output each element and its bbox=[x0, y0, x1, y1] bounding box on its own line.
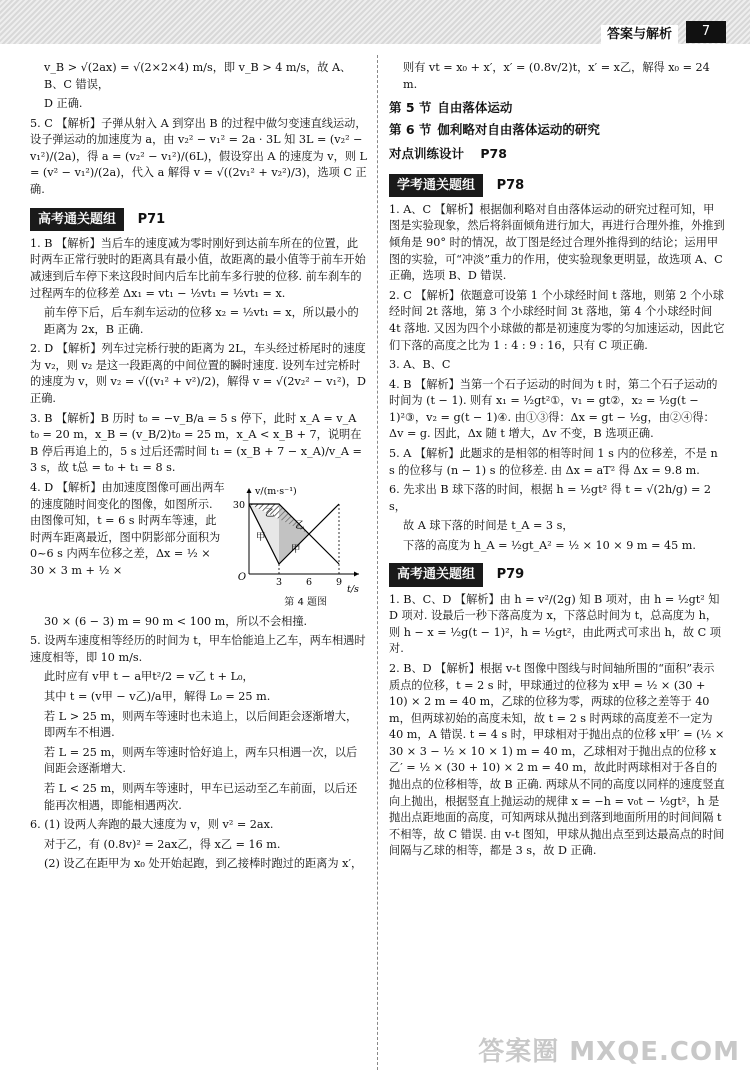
paragraph: (2) 设乙在距甲为 x₀ 处开始起跑，到乙接棒时跑过的距离为 x′， bbox=[44, 857, 363, 871]
subsection-page: P78 bbox=[480, 146, 507, 162]
answer-5b: 5. 设两车速度相等经历的时间为 t，甲车恰能追上乙车，两车相遇时速度相等，即 10 m/s. bbox=[30, 634, 366, 664]
paragraph: 此时应有 v甲 t − a甲t²/2 = v乙 t + L₀， bbox=[44, 670, 254, 684]
paragraph: 若 L > 25 m，则两车等速时也未追上，以后间距会逐渐增大，即两车不相遇. bbox=[44, 709, 358, 740]
section-title: 自由落体运动 bbox=[437, 100, 513, 116]
answer-4: 4. B 【解析】当第一个石子运动的时间为 t 时，第二个石子运动的时间为 (t − 1). 则有 x₁ = ½gt²①，v₁ = gt②，x₂ = ½g(t − 1)²③，v₂ = g(t − 1)④. 由①③得：Δx = gt − ½g，由②④得：Δv = g. 因此，Δx 随 t 增大，Δv 不变，B 选项正确. bbox=[389, 377, 718, 441]
x-tick-label: 3 bbox=[275, 576, 283, 588]
section-title: 伽利略对自由落体运动的研究 bbox=[437, 121, 600, 137]
paragraph: D 正确. bbox=[44, 97, 83, 111]
banner-label: 学考通关题组 bbox=[389, 174, 483, 197]
page-number: 7 bbox=[686, 21, 726, 43]
subsection-title: 对点训练设计 bbox=[389, 146, 465, 162]
banner-page: P71 bbox=[137, 211, 166, 227]
paragraph: 故 A 球下落的时间是 t_A = 3 s， bbox=[403, 519, 574, 533]
section-number: 第 5 节 bbox=[389, 100, 432, 116]
origin-label: O bbox=[237, 571, 247, 583]
x-axis-label: t/s bbox=[347, 583, 359, 595]
banner-label: 高考通关题组 bbox=[389, 563, 483, 586]
answer-2: 2. C 【解析】依题意可设第 1 个小球经时间 t 落地，则第 2 个小球经时间 2t 落地，第 3 个小球经时间 3t 落地，第 4 个小球经时间 4t 落地. 又因为四个小球做的都是初速度为零的匀加速运动，因此它们下落的高度之比为 1 : 4 : 9 : 16，只有 C 项正确. bbox=[389, 288, 725, 352]
banner-page: P78 bbox=[496, 177, 525, 193]
x-axis-arrow bbox=[354, 571, 359, 576]
paragraph: 若 L = 25 m，则两车等速时恰好追上，两车只相遇一次，以后间距会逐渐增大. bbox=[44, 745, 358, 776]
answer-2: 2. D 【解析】列车过完桥行驶的距离为 2L，车头经过桥尾时的速度为 v₂，则 v₂ 是这一段距离的中间位置的瞬时速度. 设列车过完桥时的速度为 v，则 v₂ = √((v₁² + v²)/2)，解得 v = √(2v₂² − v₁²)，D 正确. bbox=[30, 342, 367, 406]
answer-5: 5. A 【解析】此题求的是相邻的相等时间 1 s 内的位移差，不是 n s 的位移与 (n − 1) s 的位移差. 由 Δx = aT² 得 Δx = 9.8 m. bbox=[389, 446, 718, 477]
page-header bbox=[0, 0, 750, 44]
paragraph: 则有 vt = x₀ + x′，x′ = (0.8v/2)t，x′ = x乙，解得 x₀ = 24 m. bbox=[403, 61, 710, 91]
figure-caption: 第 4 题图 bbox=[284, 596, 327, 608]
velocity-time-figure bbox=[225, 480, 367, 598]
y-axis-label: v/(m·s⁻¹) bbox=[255, 485, 297, 497]
label-jia: 甲 bbox=[256, 531, 266, 543]
paragraph: 下落的高度为 h_A = ½gt_A² = ½ × 10 × 9 m = 45 m. bbox=[403, 538, 696, 552]
answer-5: 5. C 【解析】子弹从射入 A 到穿出 B 的过程中做匀变速直线运动，设子弹运动的加速度为 a，由 v₂² − v₁² = 2a · 3L 知 3L = (v₂² − v₁²)/(2a)，得 a = (v₂² − v₁²)/(6L)，假设穿出 A 的速度为 v，则 L = (v² − v₁²)/(2a)，代入 a 解得 v = √((2v₁² + v₂²)/3)，选项 C 正确. bbox=[30, 116, 367, 197]
banner-page: P79 bbox=[496, 567, 525, 583]
watermark-logo: 答案圈 MXQE.COM bbox=[478, 1036, 740, 1067]
column-divider bbox=[377, 55, 378, 1070]
answer-3: 3. B 【解析】B 历时 t₀ = −v_B/a = 5 s 停下，此时 x_A = v_A t₀ = 20 m，x_B = (v_B/2)t₀ = 25 m，x_A < x_B + 7，说明在 B 停后再追上的，5 s 过后还需时间 t₁ = (x_B + 7 − x_A)/v_A = 3 s，故 t总 = t₀ + t₁ = 8 s. bbox=[30, 411, 362, 475]
paragraph: 对于乙，有 (0.8v)² = 2ax乙，得 x乙 = 16 m. bbox=[44, 837, 281, 851]
section-heading-6 bbox=[389, 121, 725, 140]
paragraph: 其中 t = (v甲 − v乙)/a甲，解得 L₀ = 25 m. bbox=[44, 690, 271, 704]
label-yi-2: 乙 bbox=[295, 519, 305, 531]
answer-3: 3. A、B、C bbox=[389, 358, 451, 372]
answer-2b: 2. B、D 【解析】根据 v-t 图像中图线与时间轴所围的“面积”表示质点的位移，t = 2 s 时，甲球通过的位移为 x甲 = ½ × (30 + 10) × 2 m = 40 m，乙球的位移为零，两球的位移之差等于 40 m，但两球初始的高度未知，故 t = 2 s 时两球的高度差不一定为 40 m，A 错误. t = 4 s 时，甲球相对于抛出点的位移 x甲′ = (½ × 30 × 3 − ½ × 10 × 1) m = 40 m，乙球相对于抛出点的位移 x乙′ = ½ × (30 + 10) × 2 m = 40 m，故此时两球相对于各自的抛出点的位移相等，故 B 正确. 两球从不同的高度以同样的速度竖直向上抛出，根据竖直上抛运动的规律 x = −h = v₀t − ½gt²，h 是抛出点距地面的高度，可知两球从抛出到落到地面所用的时间间隔 t 不相等，故 C 错误. 由 v-t 图知，甲球从抛出点至到达最高点的时间间隔与乙球的相等，都是 3 s，故 D 正确. bbox=[389, 662, 725, 858]
section-heading-5 bbox=[389, 99, 725, 118]
paragraph: 30 × (6 − 3) m = 90 m < 100 m，所以不会相撞. bbox=[44, 614, 308, 628]
y-tick-label: 30 bbox=[232, 499, 245, 511]
answer-1b: 1. B、C、D 【解析】由 h = v²/(2g) 知 B 项对，由 h = ½gt² 知 D 项对. 设最后一秒下落高度为 x，下落总时间为 t，总高度为 h，则 h − x = ½g(t − 1)²，h = ½gt²，由此两式可求出 h，故 C 项对. bbox=[389, 592, 721, 656]
subsection-heading bbox=[389, 145, 725, 164]
paragraph: v_B > √(2ax) = √(2×2×4) m/s，即 v_B > 4 m/s，故 A、B、C 错误， bbox=[44, 61, 352, 91]
answer-1: 1. A、C 【解析】根据伽利略对自由落体运动的研究过程可知，甲图是实验现象，然后将斜面倾角进行加大，再进行合理外推，外推到倾角是 90° 时的情况，故丁图是经过合理外推得到的结论；运用甲图的实验，可“冲淡”重力的作用，使实验现象更明显，故选项 A、C 正确，选项 B、D 错误. bbox=[389, 202, 725, 283]
answer-4-block bbox=[30, 480, 367, 598]
section-banner-p78 bbox=[389, 168, 725, 202]
label-yi: 乙 bbox=[265, 507, 275, 519]
left-column bbox=[30, 60, 367, 876]
banner-label: 高考通关题组 bbox=[30, 208, 124, 231]
section-banner-p79 bbox=[389, 557, 725, 591]
header-title: 答案与解析 bbox=[601, 25, 678, 44]
right-column bbox=[389, 60, 725, 863]
section-number: 第 6 节 bbox=[389, 121, 432, 137]
paragraph: 前车停下后，后车刹车运动的位移 x₂ = ½vt₁ = x，所以最小的距离为 2x，B 正确. bbox=[44, 306, 359, 336]
x-tick-label: 6 bbox=[305, 576, 313, 588]
answer-6: 6. 先求出 B 球下落的时间，根据 h = ½gt² 得 t = √(2h/g) = 2 s， bbox=[389, 483, 712, 513]
label-jia-2: 甲 bbox=[291, 543, 301, 555]
x-tick-label: 9 bbox=[335, 576, 343, 588]
paragraph: 若 L < 25 m，则两车等速时，甲车已运动至乙车前面，以后还能再次相遇，即能相遇两次. bbox=[44, 781, 358, 812]
answer-1: 1. B 【解析】当后车的速度减为零时刚好到达前车所在的位置，此时两车正常行驶时的距离具有最小值，故距离的最小值等于前车开始减速到后车停下来这段时间内后车比前车多行驶的位移. 前车刹车的过程两车的位移差 Δx₁ = vt₁ − ½vt₁ = ½vt₁ = x. bbox=[30, 236, 366, 300]
section-banner-p71 bbox=[30, 202, 367, 236]
answer-4: 4. D 【解析】由加速度图像可画出两车的速度随时间变化的图像，如图所示. 由图像可知，t = 6 s 时两车等速，此时两车距离最近，图中阴影部分面积为 0~6 s 内两车位移之差，Δx = ½ × 30 × 3 m + ½ × bbox=[30, 480, 225, 577]
answer-6: 6. (1) 设两人奔跑的最大速度为 v，则 v² = 2ax. bbox=[30, 818, 274, 832]
y-axis-arrow bbox=[247, 488, 252, 493]
